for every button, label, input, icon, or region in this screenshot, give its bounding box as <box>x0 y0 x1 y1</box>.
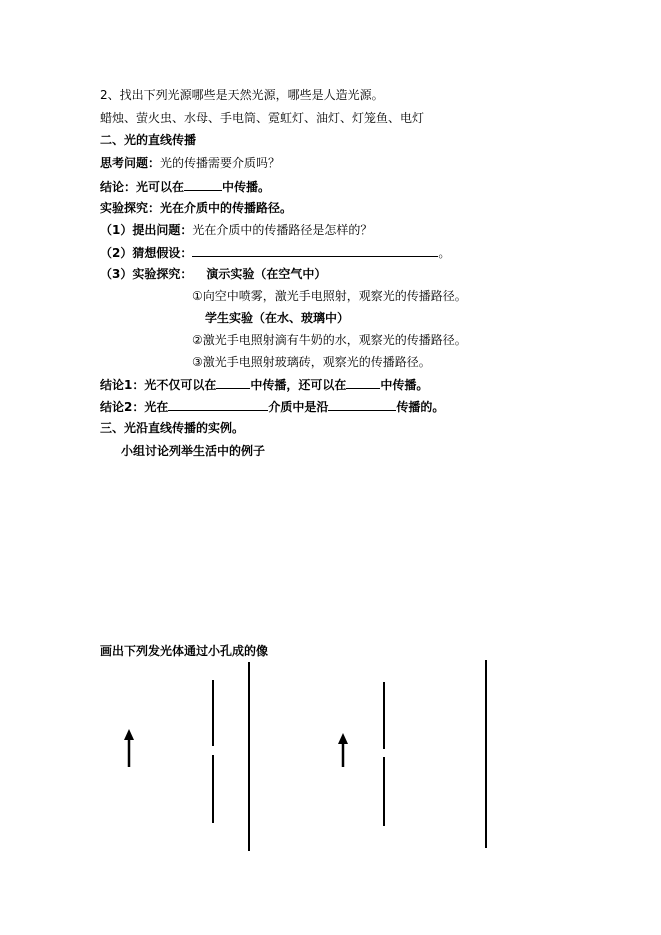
step1-text: 光在介质中的传播路径是怎样的？ <box>192 223 373 237</box>
pinhole-diagram-left <box>124 662 249 851</box>
c1-part-c: 中传播。 <box>380 378 429 392</box>
student-item-2: ②激光手电照射滴有牛奶的水，观察光的传播路径。 <box>192 333 467 347</box>
q2-items: 蜡烛、萤火虫、水母、手电筒、霓虹灯、油灯、灯笼鱼、电灯 <box>100 111 425 125</box>
c2-part-c: 传播的。 <box>396 400 445 414</box>
discussion-prompt: 小组讨论列举生活中的例子 <box>121 444 266 458</box>
pinhole-diagram-right <box>338 660 486 848</box>
section3-title: 三、光沿直线传播的实例。 <box>100 421 245 435</box>
c2-part-a: 结论2：光在 <box>100 400 169 414</box>
c2-part-b: 介质中是沿 <box>268 400 329 414</box>
c1-part-a: 结论1：光不仅可以在 <box>100 378 217 392</box>
think-text: 光的传播需要介质吗？ <box>160 156 281 170</box>
student-title: 学生实验（在水、玻璃中） <box>205 311 350 325</box>
conclusion-part-a: 结论：光可以在 <box>100 180 185 194</box>
drawing-task: 画出下列发光体通过小孔成的像 <box>100 644 269 658</box>
step2-end: 。 <box>438 246 451 260</box>
demo-title: 演示实验（在空气中） <box>206 267 327 281</box>
c1-part-b: 中传播，还可以在 <box>250 378 347 392</box>
student-item-3: ③激光手电照射玻璃砖，观察光的传播路径。 <box>192 355 431 369</box>
step3-label: （3）实验探究： <box>100 267 193 281</box>
step1-label: （1）提出问题： <box>100 223 193 237</box>
demo-item-1: ①向空中喷雾，激光手电照射，观察光的传播路径。 <box>192 289 467 303</box>
q2-question: 2、找出下列光源哪些是天然光源，哪些是人造光源。 <box>100 88 384 102</box>
explore-heading: 实验探究：光在介质中的传播路径。 <box>100 201 293 215</box>
section2-title: 二、光的直线传播 <box>100 133 197 147</box>
conclusion-part-b: 中传播。 <box>222 180 271 194</box>
step2-label: （2）猜想假设： <box>100 246 193 260</box>
think-label: 思考问题： <box>100 156 161 170</box>
